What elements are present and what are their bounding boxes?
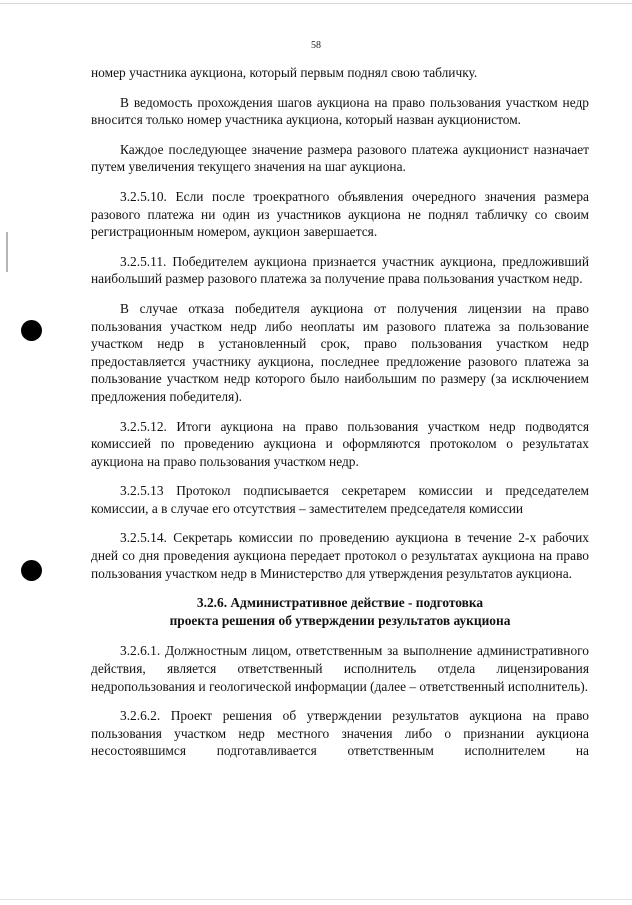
paragraph-3-2-6-1: 3.2.6.1. Должностным лицом, ответственным за выполнение административного действия, является ответственный исполнитель отдела лицензирования недропользования и геологической информации (далее – ответственный исполнитель). bbox=[91, 643, 589, 694]
paragraph-3-2-5-14: 3.2.5.14. Секретарь комиссии по проведению аукциона в течение 2-х рабочих дней со дня проведения аукциона передает протокол о результатах аукциона на право пользования участком недр в Министерство для утверждения результатов аукциона. bbox=[91, 530, 589, 581]
scan-edge-mark bbox=[6, 232, 8, 272]
punch-hole-lower bbox=[21, 560, 42, 581]
document-body bbox=[91, 64, 589, 772]
paragraph-continuation: номер участника аукциона, который первым поднял свою табличку. bbox=[91, 65, 478, 80]
paragraph: Каждое последующее значение размера разового платежа аукционист назначает путем увеличения текущего значения на шаг аукциона. bbox=[91, 141, 589, 175]
paragraph: В ведомость прохождения шагов аукциона на право пользования участком недр вносится только номер участника аукциона, который назван аукционистом. bbox=[91, 94, 589, 128]
paragraph-3-2-5-10: 3.2.5.10. Если после троекратного объявления очередного значения размера разового платежа ни один из участников аукциона не поднял табличку со своим регистрационным номером, аукцион завершается. bbox=[91, 188, 589, 240]
paragraph: В случае отказа победителя аукциона от получения лицензии на право пользования участком недр либо неоплаты им разового платежа за пользование участком недр в установленный срок, право пользования участком недр предоставляется участнику аукциона, последнее предложение разового платежа за пользование участком недр которого было наибольшим по размеру (за исключением предложения победителя). bbox=[91, 300, 589, 404]
section-heading-3-2-6 bbox=[91, 594, 589, 629]
scan-bottom-border bbox=[0, 899, 632, 900]
paragraph-3-2-6-2: 3.2.6.2. Проект решения об утверждении результатов аукциона на право пользования участком недр местного значения либо о признании аукциона несостоявшимся подготавливается ответственным исполнителем на bbox=[91, 708, 589, 759]
page-number: 58 bbox=[311, 40, 321, 51]
section-heading-line: 3.2.6. Административное действие - подготовка bbox=[196, 595, 484, 611]
scan-top-border bbox=[0, 3, 632, 4]
punch-hole-upper bbox=[21, 320, 42, 341]
section-heading-line: проекта решения об утверждении результатов аукциона bbox=[169, 612, 511, 628]
paragraph-3-2-5-13: 3.2.5.13 Протокол подписывается секретарем комиссии и председателем комиссии, а в случае его отсутствия – заместителем председателя комиссии bbox=[91, 483, 589, 516]
paragraph-3-2-5-12: 3.2.5.12. Итоги аукциона на право пользования участком недр подводятся комиссией по проведению аукциона и оформляются протоколом о результатах аукциона на право пользования участком недр. bbox=[91, 418, 589, 469]
paragraph-3-2-5-11: 3.2.5.11. Победителем аукциона признается участник аукциона, предложивший наибольший размер разового платежа за получение права пользования участком недр. bbox=[91, 253, 589, 287]
